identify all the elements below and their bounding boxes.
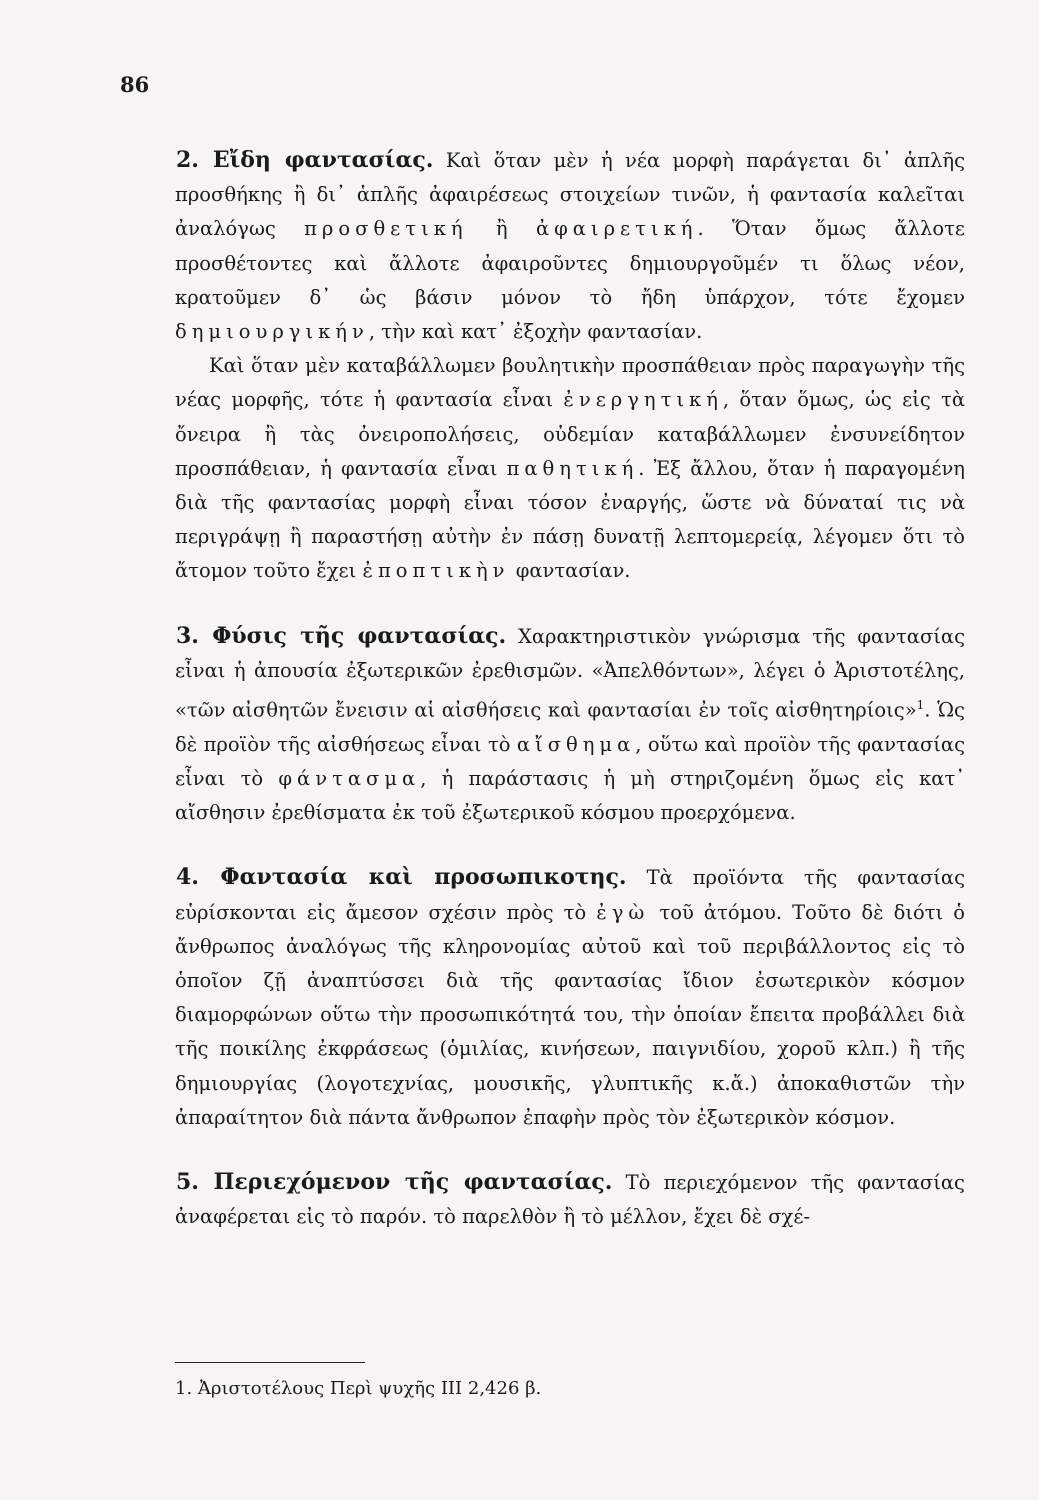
text-run: . Ὅταν ὅμως ἄλλοτε προσθέτοντες καὶ ἄλλοτε ἀφαιροῦντες δημιουργοῦμέν τι ὅλως νέον, κρατοῦμεν δ᾽ ὡς βάσιν μόνον τὸ ἤδη ὑπάρχον, τότε ἔχομεν: [175, 217, 965, 309]
spaced-term: φάντασμα: [278, 766, 421, 790]
text-run: φαντασίαν.: [509, 559, 631, 583]
section-5-heading: 5. Περιεχόμενον τῆς φαντασίας.: [176, 1168, 613, 1195]
section-3-paragraph: [175, 619, 965, 831]
text-run: , τὴν καὶ κατ᾽ ἐξοχὴν φαντασίαν.: [368, 320, 703, 344]
footnote: 1. Ἀριστοτέλους Περὶ ψυχῆς ΙΙΙ 2,426 β.: [175, 1378, 542, 1399]
section-3-heading: 3. Φύσις τῆς φαντασίας.: [176, 622, 507, 649]
spaced-term: δημιουργικήν: [175, 320, 369, 344]
page-number: 86: [120, 72, 150, 97]
spaced-term: ἀφαιρετική: [535, 217, 698, 241]
spaced-term: αἴσθημα: [516, 732, 636, 756]
section-2-paragraph: [175, 143, 965, 349]
spaced-term: παθητική: [506, 456, 639, 480]
section-4-heading: 4. Φαντασία καὶ προσωπικοτης.: [176, 864, 627, 891]
text-run: . Ὡς δὲ προϊὸν τῆς αἰσθήσεως εἶναι τὸ: [175, 698, 965, 756]
text-run: , ὅταν ὅμως, ὡς εἰς τὰ ὄνειρα ἢ τὰς ὀνειροπολήσεις, οὐδεμίαν καταβάλλωμεν ἐνσυνείδητον προσπάθειαν, ἡ φαντασία εἶναι: [175, 388, 965, 480]
text-run: , οὕτω καὶ προϊὸν τῆς φαντασίας εἶναι τὸ: [175, 732, 965, 790]
spaced-term: ἐνεργητική: [563, 388, 723, 412]
text-run: , ἡ παράστασις ἡ μὴ στηριζομένη ὅμως εἰς κατ᾽ αἴσθησιν ἐρεθίσματα ἐκ τοῦ ἐξωτερικοῦ κόσμου προερχόμενα.: [175, 766, 965, 825]
section-2-heading: 2. Εἴδη φαντασίας.: [176, 147, 434, 173]
spaced-term: ἐποπτικὴν: [362, 559, 510, 583]
section-2-paragraph-2: [175, 349, 965, 588]
spaced-term: ἐγὼ: [596, 900, 650, 924]
text-run: Χαρακτηριστικὸν γνώρισμα τῆς φαντασίας εἶναι ἡ ἀπουσία ἐξωτερικῶν ἐρεθισμῶν. «Ἀπελθόντων», λέγει ὁ Ἀριστοτέλης, «τῶν αἰσθητῶν ἔνεισιν αἱ αἰσθήσεις καὶ φαντασίαι ἐν τοῖς αἰσθητηρίοις»: [175, 624, 965, 722]
page-body: [175, 143, 965, 1234]
text-run: Τὰ προϊόντα τῆς φαντασίας εὑρίσκονται εἰς ἄμεσον σχέσιν πρὸς τὸ: [175, 866, 965, 924]
footnote-divider: [175, 1362, 365, 1363]
spaced-term: προσθετική: [304, 217, 468, 241]
section-4-paragraph: [175, 860, 965, 1135]
text-run: τοῦ ἀτόμου. Τοῦτο δὲ διότι ὁ ἄνθρωπος ἀναλόγως τῆς κληρονομίας αὐτοῦ καὶ τοῦ περιβάλλοντος εἰς τὸ ὁποῖον ζῇ ἀναπτύσσει διὰ τῆς φαντασίας ἴδιον ἐσωτερικὸν κόσμον διαμορφώνων οὕτω τὴν προσωπικότητά του, τὴν ὁποίαν ἔπειτα προβάλλει διὰ τῆς ποικίλης ἐκφράσεως (ὁμιλίας, κινήσεων, παιγνιδίου, χοροῦ κλπ.) ἢ τῆς δημιουργίας (λογοτεχνίας, μουσικῆς, γλυπτικῆς κ.ἄ.) ἀποκαθιστῶν τὴν ἀπαραίτητον διὰ πάντα ἄνθρωπον ἐπαφὴν πρὸς τὸν ἐξωτερικὸν κόσμον.: [175, 900, 965, 1129]
text-run: Καὶ ὅταν μὲν καταβάλλωμεν βουλητικὴν προσπάθειαν πρὸς παραγωγὴν τῆς νέας μορφῆς, τότε ἡ φαντασία εἶναι: [175, 354, 965, 412]
text-run: ἢ: [467, 217, 536, 241]
section-gap: [175, 589, 965, 619]
text-run: . Ἐξ ἄλλου, ὅταν ἡ παραγομένη διὰ τῆς φαντασίας μορφὴ εἶναι τόσον ἐναργής, ὥστε νὰ δύναταί τις νὰ περιγράψῃ ἢ παραστήσῃ αὐτὴν ἐν πάσῃ δυνατῇ λεπτομερείᾳ, λέγομεν ὅτι τὸ ἄτομον τοῦτο ἔχει: [175, 456, 965, 583]
text-run: Καὶ ὅταν μὲν ἡ νέα μορφὴ παράγεται δι᾽ ἁπλῆς προσθήκης ἢ δι᾽ ἁπλῆς ἀφαιρέσεως στοιχείων τινῶν, ἡ φαντασία καλεῖται ἀναλόγως: [175, 149, 965, 241]
section-gap: [175, 1135, 965, 1165]
section-gap: [175, 830, 965, 860]
text-run: Τὸ περιεχόμενον τῆς φαντασίας ἀναφέρεται εἰς τὸ παρόν. τὸ παρελθὸν ἢ τὸ μέλλον, ἔχει δὲ σχέ-: [175, 1170, 965, 1229]
section-5-paragraph: [175, 1165, 965, 1234]
footnote-marker: 1: [916, 698, 925, 713]
